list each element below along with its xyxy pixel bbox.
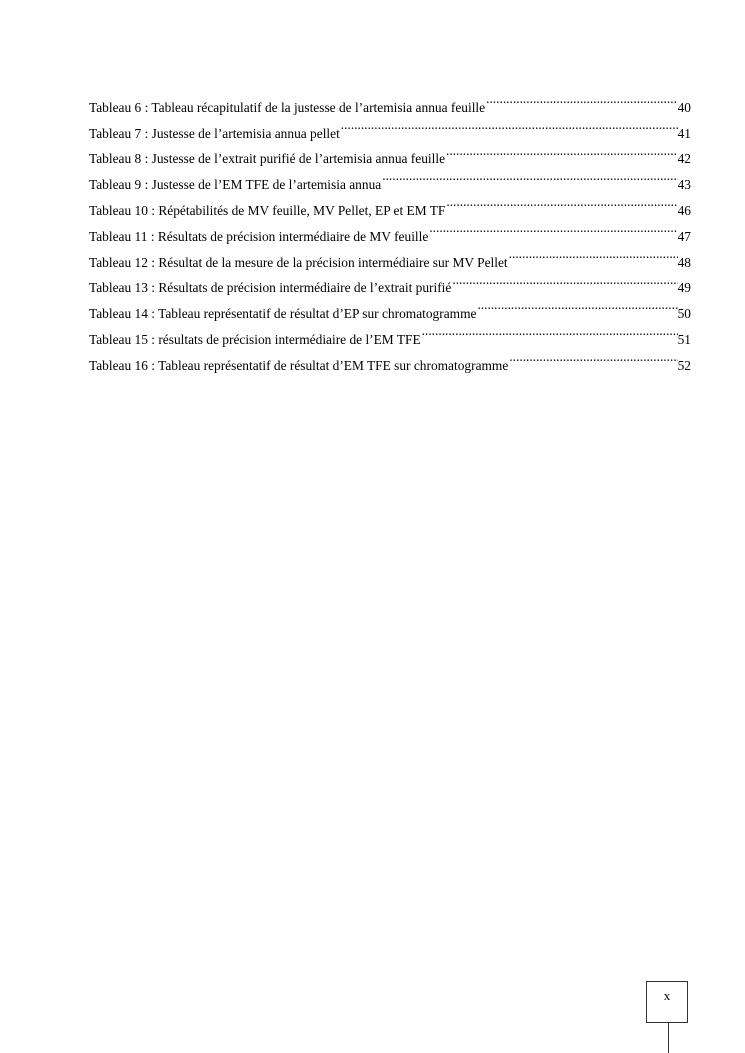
toc-entry-page: 48 [678, 250, 691, 276]
toc-entry-label: Tableau 13 : Résultats de précision intermédiaire de l’extrait purifié [89, 280, 452, 296]
list-of-tables [89, 86, 691, 373]
toc-entry-page: 47 [678, 224, 691, 250]
dot-leader [485, 86, 678, 112]
toc-entry-page: 51 [678, 327, 691, 353]
dot-leader [508, 344, 677, 370]
dot-leader [340, 112, 678, 138]
toc-entry-page: 43 [678, 172, 691, 198]
toc-entry-page: 50 [678, 301, 691, 327]
dot-leader [381, 163, 677, 189]
toc-entry-page: 42 [678, 146, 691, 172]
toc-entry-label: Tableau 10 : Répétabilités de MV feuille, MV Pellet, EP et EM TF [89, 202, 446, 218]
dot-leader [508, 241, 678, 267]
page-number-connector-line [668, 1023, 669, 1053]
toc-entry-label: Tableau 16 : Tableau représentatif de résultat d’EM TFE sur chromatogramme [89, 357, 509, 373]
toc-entry-label: Tableau 15 : résultats de précision intermédiaire de l’EM TFE [89, 331, 421, 347]
toc-entry-label: Tableau 9 : Justesse de l’EM TFE de l’artemisia annua [89, 177, 382, 193]
toc-entry[interactable] [89, 86, 691, 115]
toc-entry-label: Tableau 11 : Résultats de précision intermédiaire de MV feuille [89, 228, 429, 244]
dot-leader [445, 189, 677, 215]
toc-entry-page: 40 [678, 95, 691, 121]
toc-entry-label: Tableau 14 : Tableau représentatif de résultat d’EP sur chromatogramme [89, 306, 477, 322]
dot-leader [421, 318, 678, 344]
toc-entry-page: 52 [678, 353, 691, 379]
toc-entry-label: Tableau 6 : Tableau récapitulatif de la justesse de l’artemisia annua feuille [89, 99, 486, 115]
page-number-box [646, 981, 688, 1023]
dot-leader [428, 215, 677, 241]
page-number: x [663, 988, 671, 1003]
toc-entry-label: Tableau 12 : Résultat de la mesure de la précision intermédiaire sur MV Pellet [89, 254, 508, 270]
toc-entry-page: 41 [678, 121, 691, 147]
dot-leader [451, 267, 677, 293]
toc-entry-label: Tableau 8 : Justesse de l’extrait purifié de l’artemisia annua feuille [89, 151, 446, 167]
toc-entry-label: Tableau 7 : Justesse de l’artemisia annua pellet [89, 125, 340, 141]
toc-entry-page: 49 [678, 275, 691, 301]
dot-leader [445, 138, 678, 164]
dot-leader [476, 292, 677, 318]
toc-entry-page: 46 [678, 198, 691, 224]
